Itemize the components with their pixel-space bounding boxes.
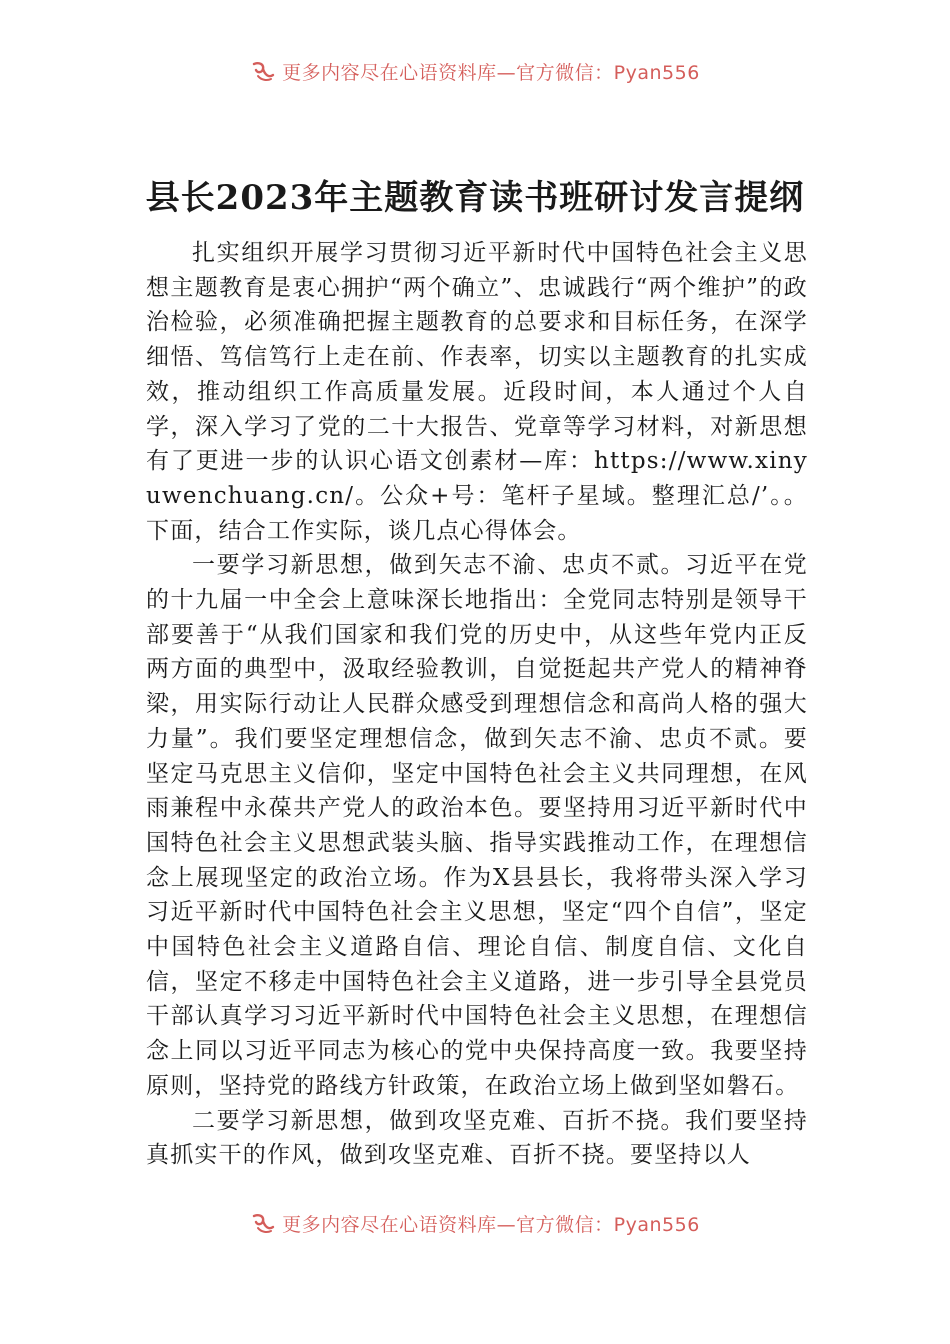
watermark-logo-icon xyxy=(250,58,276,84)
watermark-logo-icon xyxy=(250,1210,276,1236)
paragraph-intro: 扎实组织开展学习贯彻习近平新时代中国特色社会主义思想主题教育是衷心拥护“两个确立”、忠诚践行“两个维护”的政治检验，必须准确把握主题教育的总要求和目标任务，在深学细悟、笃信笃行上走在前、作表率，切实以主题教育的扎实成效，推动组织工作高质量发展。近段时间，本人通过个人自学，深入学习了党的二十大报告、党章等学习材料，对新思想有了更进一步的认识心语文创素材—库：https://www.xinyuwenchuang.cn/。公众+号：笔杆子星域。整理汇总/’。。下面，结合工作实际，谈几点心得体会。 xyxy=(146,240,808,544)
watermark-footer xyxy=(0,1208,950,1238)
watermark-text: 更多内容尽在心语资料库—官方微信：Pyan556 xyxy=(282,61,700,84)
document-body xyxy=(146,236,808,1208)
document-title: 县长2023年主题教育读书班研讨发言提纲 xyxy=(145,178,805,218)
paragraph-point-two: 二要学习新思想，做到攻坚克难、百折不挠。我们要坚持真抓实干的作风，做到攻坚克难、百折不挠。要坚持以人 xyxy=(146,1107,808,1169)
paragraph-point-one: 一要学习新思想，做到矢志不渝、忠贞不贰。习近平在党的十九届一中全会上意味深长地指出：全党同志特别是领导干部要善于“从我们国家和我们党的历史中，从这些年党内正反两方面的典型中，汲取经验教训，自觉挺起共产党人的精神脊梁，用实际行动让人民群众感受到理想信念和高尚人格的强大力量”。我们要坚定理想信念，做到矢志不渝、忠贞不贰。要坚定马克思主义信仰，坚定中国特色社会主义共同理想，在风雨兼程中永葆共产党人的政治本色。要坚持用习近平新时代中国特色社会主义思想武装头脑、指导实践推动工作，在理想信念上展现坚定的政治立场。作为X县县长，我将带头深入学习习近平新时代中国特色社会主义思想，坚定“四个自信”，坚定中国特色社会主义道路自信、理论自信、制度自信、文化自信，坚定不移走中国特色社会主义道路，进一步引导全县党员干部认真学习习近平新时代中国特色社会主义思想，在理想信念上同以习近平同志为核心的党中央保持高度一致。我要坚持原则，坚持党的路线方针政策，在政治立场上做到坚如磐石。 xyxy=(146,552,808,1099)
watermark-text: 更多内容尽在心语资料库—官方微信：Pyan556 xyxy=(282,1213,700,1236)
watermark-header xyxy=(0,56,950,86)
